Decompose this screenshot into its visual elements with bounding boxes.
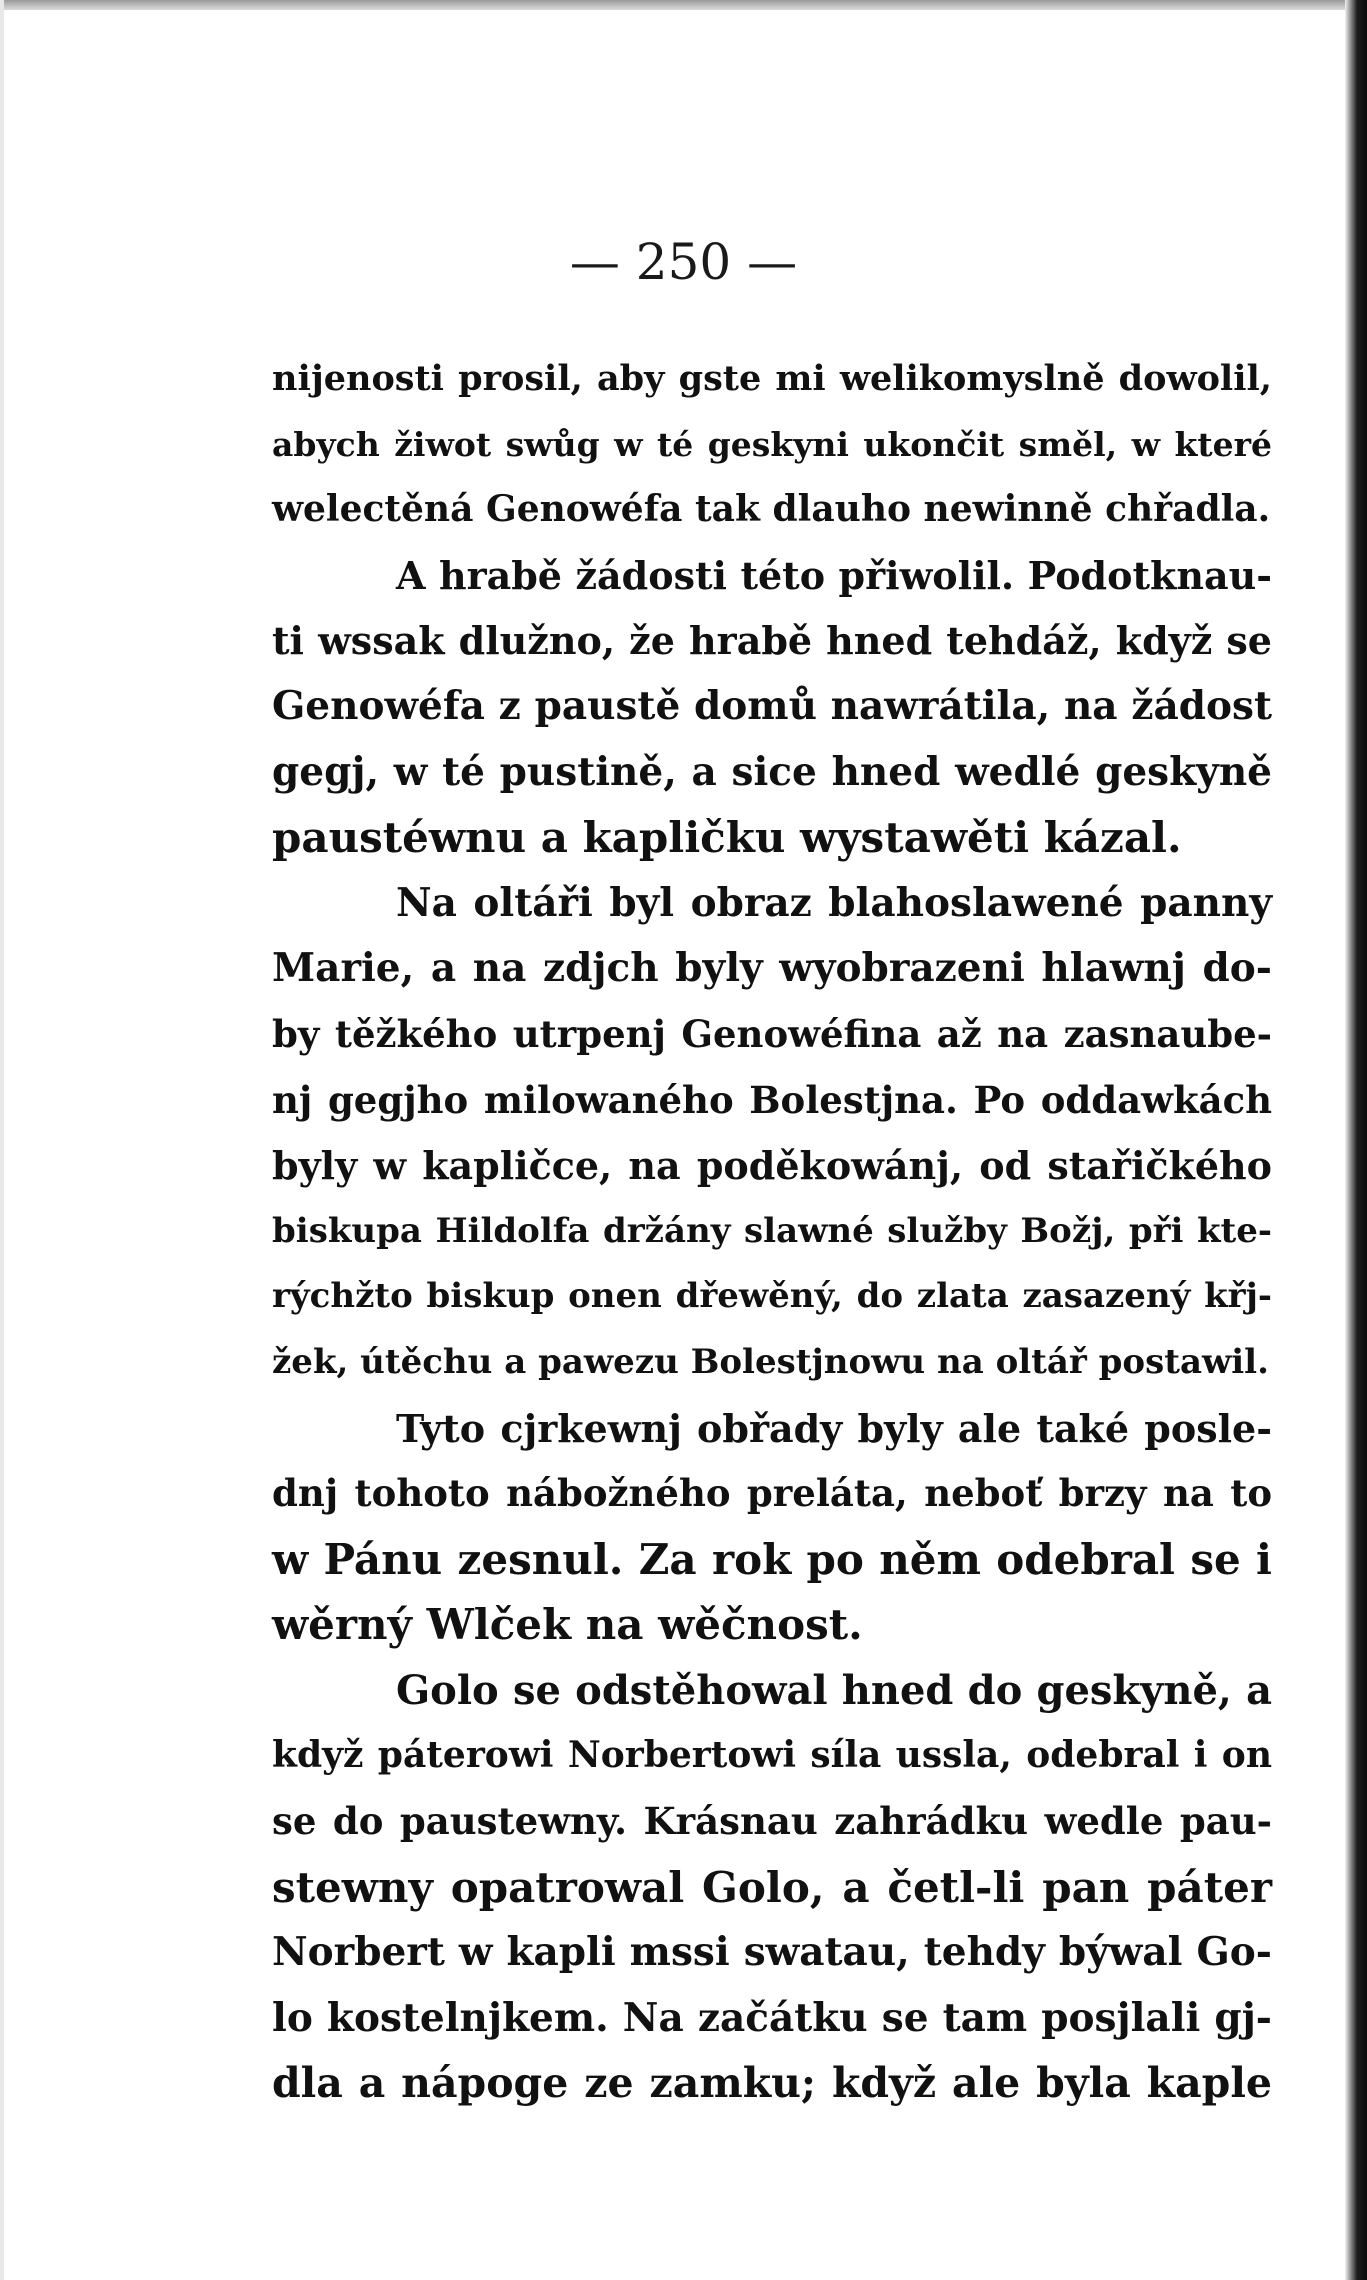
text-line: ti wssak dlužno, že hrabě hned tehdáž, když se [272,618,1272,664]
text-line: nĳenosti prosil, aby gste mi welikomyslně dowolil, [272,358,1272,399]
page-number: — 250 — [569,233,798,291]
text-line: paustéwnu a kapličku wystawěti kázal. [272,813,1182,863]
text-line: welectěná Genowéfa tak dlauho newinně chřadla. [272,488,1271,531]
text-line: Norbert w kapli mssi swatau, tehdy býwal Go- [272,1929,1272,1976]
text-line: dnj tohoto nábožného preláta, neboť brzy na to [272,1471,1272,1516]
body-text [272,346,1272,2117]
text-line: se do paustewny. Krásnau zahrádku wedle pau- [272,1799,1272,1844]
text-line: nj gegjho milowaného Bolestjna. Po oddawkách [272,1077,1272,1122]
text-line: rýchžto biskup onen dřewěný, do zlata zasazený křj- [272,1276,1272,1317]
text-line: Na oltáři byl obraz blahoslawené panny [396,879,1272,926]
text-line: když páterowi Norbertowi síla ussla, odebral i on [272,1734,1272,1777]
text-line: žek, útěchu a pawezu Bolestjnowu na oltář postawil. [272,1341,1269,1382]
text-line: Marie, a na zdjch byly wyobrazeni hlawnj do- [272,945,1272,992]
text-line: by těžkého utrpenj Genowéfina až na zasnaube- [272,1011,1272,1056]
text-line: abych žiwot swůg w té geskyni ukončit směl, w které [272,424,1272,464]
text-line: w Pánu zesnul. Za rok po něm odebral se i [272,1534,1272,1584]
text-line: stewny opatrowal Golo, a četl-li pan páter [272,1862,1272,1912]
text-line: byly w kapličce, na poděkowánj, od stařičkého [272,1143,1272,1189]
page-top-edge [0,0,1367,10]
page-right-edge-shadow [1345,0,1367,2280]
text-line: Golo se odstěhowal hned do geskyně, a [396,1666,1272,1714]
text-line: A hrabě žádosti této přiwolil. Podotknau- [396,552,1272,598]
page-left-edge [0,0,4,2280]
text-line: lo kostelnjkem. Na začátku se tam posjlali gj- [272,1994,1272,2041]
text-line: gegj, w té pustině, a sice hned wedlé geskyně [272,748,1272,795]
text-line: Genowéfa z paustě domů nawrátila, na žádost [272,682,1272,729]
text-line: Tyto cjrkewnj obřady byly ale také posle- [396,1405,1272,1451]
text-line: dla a nápoge ze zamku; když ale byla kaple [272,2059,1272,2108]
text-line: wěrný Wlček na wěčnost. [272,1600,863,1650]
text-line: biskupa Hildolfa držány slawné služby Božj, při kte- [272,1210,1272,1251]
